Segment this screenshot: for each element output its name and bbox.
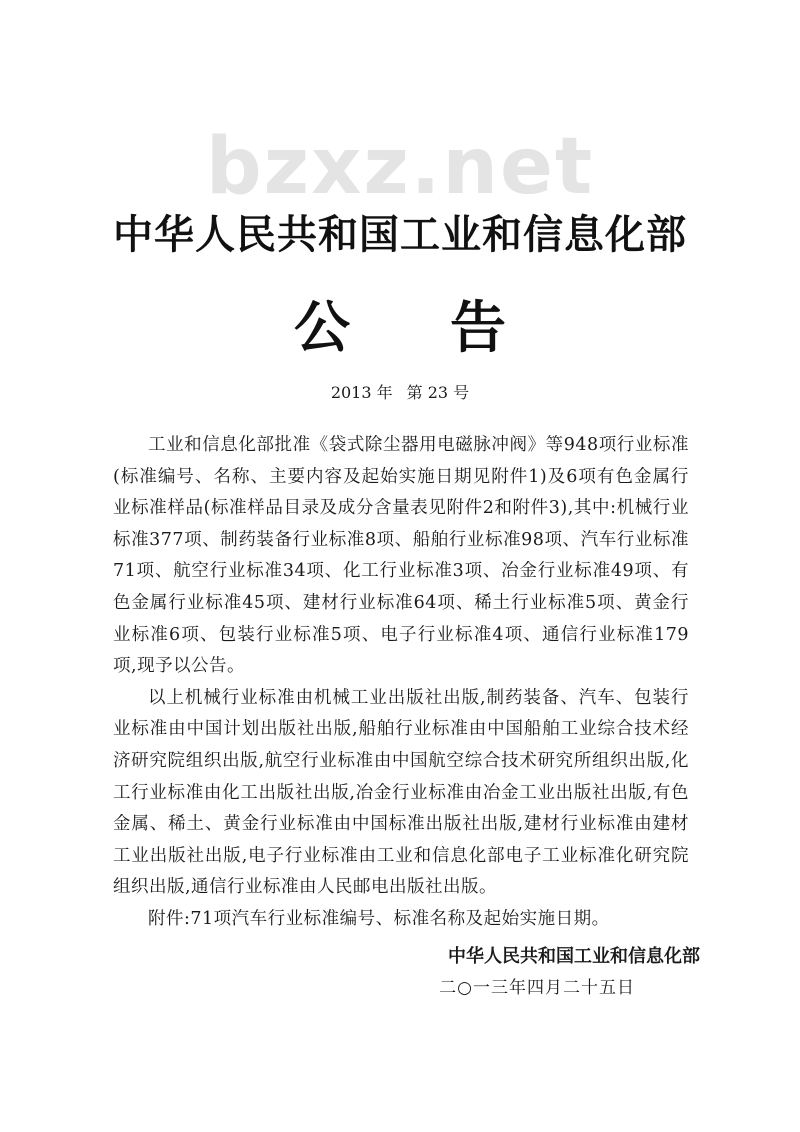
document-number xyxy=(0,380,800,403)
document-type-heading: 公告 xyxy=(294,296,606,361)
document-year: 2013 年 xyxy=(330,383,393,402)
body-paragraph-publishers: 以上机械行业标准由机械工业出版社出版,制药装备、汽车、包装行业标准由中国计划出版社出版,船舶行业标准由中国船舶工业综合技术经济研究院组织出版,航空行业标准由中国航空综合技术研究所组织出版,化工行业标准由化工出版社出版,冶金行业标准由冶金工业出版社出版,有色金属、稀土、黄金行业标准由中国标准出版社出版,建材行业标准由建材工业出版社出版,电子行业标准由工业和信息化部电子工业标准化研究院组织出版,通信行业标准由人民邮电出版社出版。 xyxy=(113,687,689,898)
signature-organization: 中华人民共和国工业和信息化部 xyxy=(448,946,700,967)
watermark: bzxz.net xyxy=(205,122,595,212)
body-paragraph-attachment: 附件:71项汽车行业标准编号、标准名称及起始实施日期。 xyxy=(148,908,610,929)
body-paragraph-approval: 工业和信息化部批准《袋式除尘器用电磁脉冲阀》等948项行业标准(标准编号、名称、主要内容及起始实施日期见附件1)及6项有色金属行业标准样品(标准样品目录及成分含量表见附件2和附件3),其中:机械行业标准377项、制药装备行业标准8项、船舶行业标准98项、汽车行业标准71项、航空行业标准34项、化工行业标准3项、冶金行业标准49项、有色金属行业标准45项、建材行业标准64项、稀土行业标准5项、黄金行业标准6项、包装行业标准5项、电子行业标准4项、通信行业标准179项,现予以公告。 xyxy=(113,435,689,677)
issuer-title: 中华人民共和国工业和信息化部 xyxy=(113,212,687,258)
signature-date: 二○一三年四月二十五日 xyxy=(439,978,635,998)
announcement-body xyxy=(113,430,689,936)
document-issue-number: 第 23 号 xyxy=(406,383,470,402)
